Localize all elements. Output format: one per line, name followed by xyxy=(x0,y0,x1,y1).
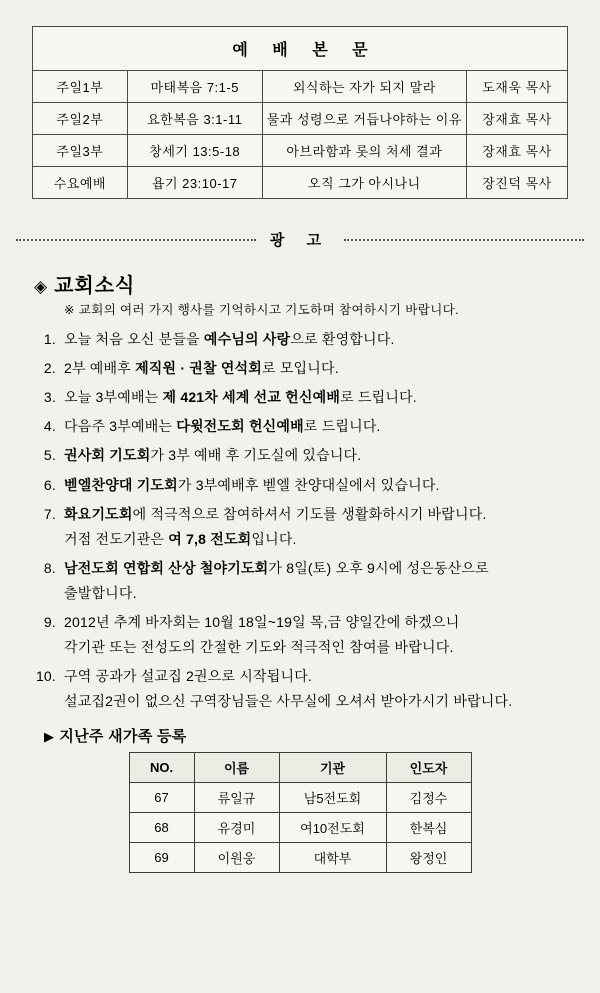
worship-table-title: 예 배 본 문 xyxy=(33,27,568,71)
list-item-text xyxy=(64,389,417,405)
worship-part: 주일2부 xyxy=(33,103,128,135)
list-item-text xyxy=(64,477,440,493)
list-item xyxy=(30,665,570,712)
worship-part: 주일1부 xyxy=(33,71,128,103)
worship-pastor: 도재욱 목사 xyxy=(466,71,567,103)
registration-heading-text: 지난주 새가족 등록 xyxy=(59,727,187,745)
worship-part: 주일3부 xyxy=(33,135,128,167)
cell-leader: 왕정인 xyxy=(386,842,471,872)
worship-section xyxy=(0,0,600,199)
text-segment: 다음주 3부예배는 xyxy=(64,418,177,435)
church-news-note: ※ 교회의 여러 가지 행사를 기억하시고 기도하며 참여하시기 바랍니다. xyxy=(64,303,460,317)
list-item xyxy=(30,415,570,437)
diamond-icon: ◈ xyxy=(34,277,49,296)
registration-table-head xyxy=(129,752,471,782)
column-header-no: NO. xyxy=(129,752,194,782)
announcement-title: 광 고 xyxy=(269,231,331,249)
list-item-number: 3. xyxy=(43,389,56,406)
cell-org: 대학부 xyxy=(279,842,386,872)
text-segment-emphasis: 벧엘찬양대 기도회 xyxy=(64,476,178,493)
list-item-text xyxy=(64,447,361,463)
text-segment-emphasis: 제직원 · 권찰 연석회 xyxy=(135,360,262,377)
list-item xyxy=(30,557,570,604)
worship-reference: 요한복음 3:1-11 xyxy=(127,103,262,135)
table-row xyxy=(33,167,568,199)
registration-table-body xyxy=(129,782,471,872)
text-segment: 로 드립니다. xyxy=(340,389,417,406)
list-item xyxy=(30,328,570,350)
list-item-text xyxy=(64,360,339,376)
text-segment: 로 모입니다. xyxy=(262,360,339,377)
column-header-org: 기관 xyxy=(279,752,386,782)
table-row xyxy=(33,103,568,135)
worship-reference: 창세기 13:5-18 xyxy=(127,135,262,167)
cell-org: 남5전도회 xyxy=(279,782,386,812)
list-item-number: 10. xyxy=(35,668,56,685)
table-row xyxy=(129,842,471,872)
text-segment-emphasis: 제 421차 세계 선교 헌신예배 xyxy=(162,389,341,406)
list-item-text xyxy=(64,506,487,522)
cell-name: 이원웅 xyxy=(194,842,279,872)
list-item-number: 4. xyxy=(43,418,56,435)
text-segment: 에 적극적으로 참여하셔서 기도를 생활화하시기 바랍니다. xyxy=(132,505,487,522)
cell-leader: 한복심 xyxy=(386,812,471,842)
worship-table-header-row xyxy=(33,27,568,71)
table-row xyxy=(33,135,568,167)
list-item-subline xyxy=(64,528,570,550)
list-item-number: 9. xyxy=(43,614,56,631)
list-item-number: 7. xyxy=(43,505,56,522)
list-item-number: 2. xyxy=(43,360,56,377)
cell-name: 류일규 xyxy=(194,782,279,812)
worship-pastor: 장재효 목사 xyxy=(466,103,567,135)
worship-title: 물과 성령으로 거듭나야하는 이유 xyxy=(262,103,466,135)
worship-part: 수요예배 xyxy=(33,167,128,199)
worship-reference: 욥기 23:10-17 xyxy=(127,167,262,199)
list-item-text xyxy=(64,418,381,434)
list-item-subline: 설교집2권이 없으신 구역장님들은 사무실에 오셔서 받아가시기 바랍니다. xyxy=(64,693,513,710)
text-segment: 오늘 3부예배는 xyxy=(64,389,163,406)
worship-title: 오직 그가 아시나니 xyxy=(262,167,466,199)
list-item-text: 2012년 추계 바자회는 10월 18일~19일 목,금 양일간에 하겠으니 xyxy=(64,614,460,631)
text-segment: 입니다. xyxy=(251,530,297,547)
church-news-heading xyxy=(34,269,570,298)
list-item-number: 6. xyxy=(43,476,56,493)
worship-table-body xyxy=(33,27,568,199)
text-segment-emphasis: 다윗전도회 헌신예배 xyxy=(176,418,304,435)
list-item xyxy=(30,357,570,379)
text-segment: 가 3부예배후 벧엘 찬양대실에서 있습니다. xyxy=(177,476,440,493)
worship-title: 아브라함과 롯의 처세 결과 xyxy=(262,135,466,167)
column-header-leader: 인도자 xyxy=(386,752,471,782)
triangle-icon: ▶ xyxy=(44,728,55,744)
text-segment-emphasis: 권사회 기도회 xyxy=(64,447,151,464)
divider-dots-left xyxy=(16,238,256,241)
text-segment: 2부 예배후 xyxy=(64,360,136,377)
cell-no: 69 xyxy=(129,842,194,872)
list-item-number: 1. xyxy=(43,331,56,347)
cell-leader: 김정수 xyxy=(386,782,471,812)
text-segment-emphasis: 여 7,8 전도회 xyxy=(168,530,252,547)
worship-pastor: 장재효 목사 xyxy=(466,135,567,167)
table-row xyxy=(129,782,471,812)
cell-org: 여10전도회 xyxy=(279,812,386,842)
list-item xyxy=(30,444,570,466)
list-item xyxy=(30,611,570,658)
worship-reference: 마태복음 7:1-5 xyxy=(127,71,262,103)
worship-table xyxy=(32,26,568,199)
announcement-divider xyxy=(16,225,584,253)
news-list xyxy=(30,328,570,713)
registration-heading xyxy=(44,725,570,746)
registration-table xyxy=(129,752,472,873)
list-item-number: 8. xyxy=(43,559,56,576)
church-news-heading-text: 교회소식 xyxy=(54,275,136,297)
text-segment: 가 3부 예배 후 기도실에 있습니다. xyxy=(150,447,362,464)
text-segment-emphasis: 화요기도회 xyxy=(64,505,133,522)
worship-pastor: 장진덕 목사 xyxy=(466,167,567,199)
text-segment: 거점 전도기관은 xyxy=(64,530,169,547)
list-item-text: 구역 공과가 설교집 2권으로 시작됩니다. xyxy=(64,668,313,685)
worship-title: 외식하는 자가 되지 말라 xyxy=(262,71,466,103)
text-segment-emphasis: 남전도회 연합회 산상 철야기도회 xyxy=(64,559,269,576)
table-row xyxy=(33,71,568,103)
list-item-number: 5. xyxy=(43,447,56,464)
list-item-subline: 각기관 또는 전성도의 간절한 기도와 적극적인 참여를 바랍니다. xyxy=(64,639,454,656)
list-item-subline: 출발합니다. xyxy=(64,584,137,601)
divider-dots-right xyxy=(344,238,584,241)
cell-no: 67 xyxy=(129,782,194,812)
list-item xyxy=(30,503,570,550)
text-segment: 로 드립니다. xyxy=(303,418,381,435)
table-row xyxy=(129,812,471,842)
registration-table-wrap xyxy=(30,752,570,873)
text-segment: 으로 환영합니다. xyxy=(290,331,395,347)
list-item xyxy=(30,474,570,496)
list-item-text xyxy=(64,560,489,576)
table-header-row xyxy=(129,752,471,782)
text-segment: 가 8일(토) 오후 9시에 성은동산으로 xyxy=(268,559,489,576)
text-segment: 오늘 처음 오신 분들을 xyxy=(64,331,204,347)
text-segment-emphasis: 예수님의 사랑 xyxy=(203,331,291,347)
column-header-name: 이름 xyxy=(194,752,279,782)
church-news-section xyxy=(0,253,600,873)
list-item xyxy=(30,386,570,408)
cell-no: 68 xyxy=(129,812,194,842)
list-item-text xyxy=(64,331,395,347)
cell-name: 유경미 xyxy=(194,812,279,842)
